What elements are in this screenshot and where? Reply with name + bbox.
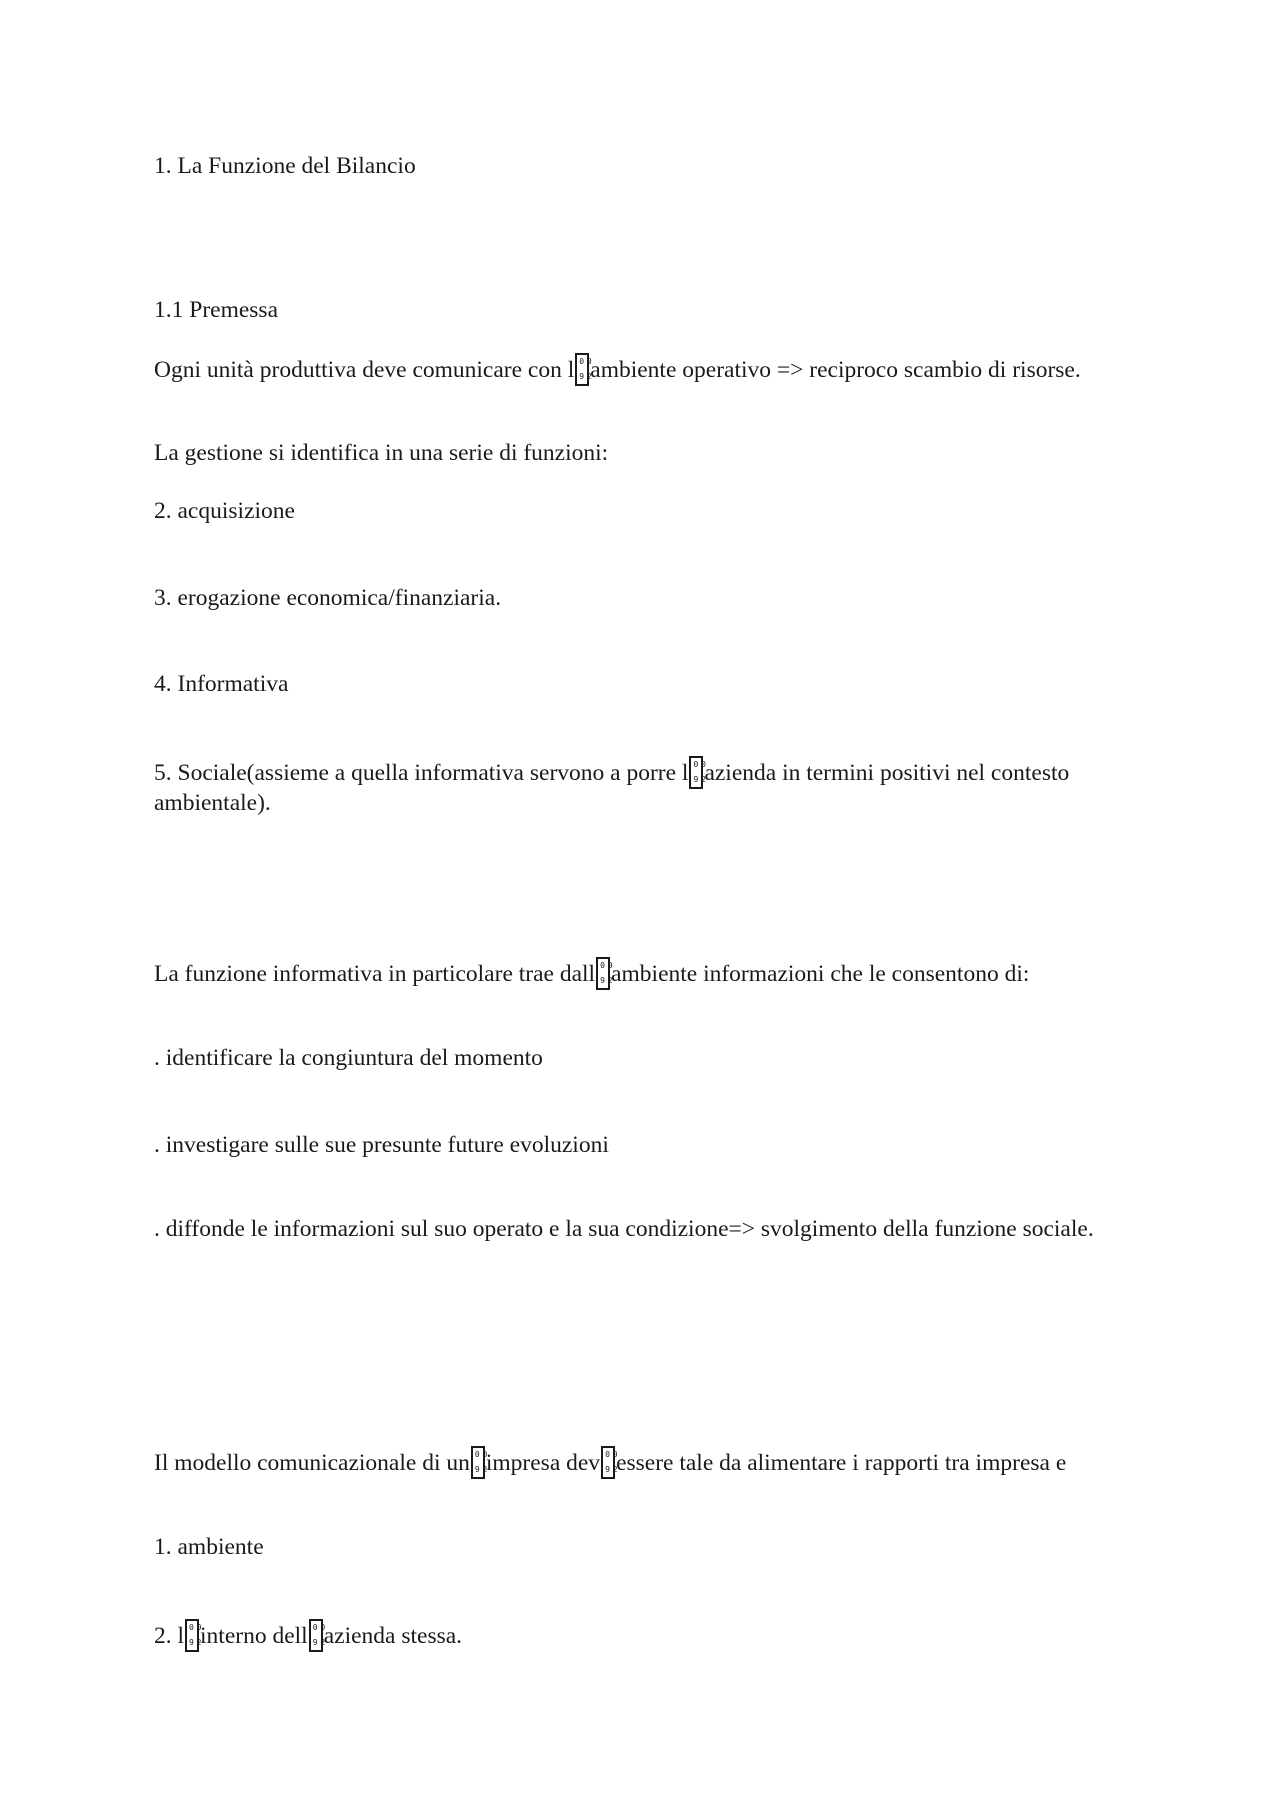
list-item-evoluzioni: . investigare sulle sue presunte future evoluzioni — [154, 1132, 609, 1158]
list-item-interno — [154, 1619, 1100, 1652]
modello-text-part2: impresa dev — [485, 1450, 601, 1476]
modello-text-part3: essere tale da alimentare i rapporti tra impresa e — [616, 1450, 1067, 1476]
list-item-congiuntura: . identificare la congiuntura del momento — [154, 1045, 543, 1071]
functions-intro: La gestione si identifica in una serie di funzioni: — [154, 440, 609, 466]
missing-glyph-icon — [596, 957, 610, 990]
document-title: 1. La Funzione del Bilancio — [154, 153, 416, 179]
intro-text-part1: Ogni unità produttiva deve comunicare con l — [154, 357, 575, 383]
section-heading: 1.1 Premessa — [154, 297, 279, 323]
list-item-sociale — [154, 756, 1100, 818]
interno-text-part3: azienda stessa. — [323, 1623, 463, 1649]
missing-glyph-icon — [185, 1619, 199, 1652]
list-item-acquisizione: 2. acquisizione — [154, 498, 295, 524]
intro-paragraph — [154, 353, 1100, 386]
modello-text-part1: Il modello comunicazionale di un — [154, 1450, 470, 1476]
modello-paragraph — [154, 1446, 1100, 1479]
intro-text-part2: ambiente operativo => reciproco scambio di risorse. — [590, 357, 1081, 383]
sociale-text-part1: 5. Sociale(assieme a quella informativa servono a porre l — [154, 760, 689, 786]
informativa-paragraph — [154, 957, 1100, 990]
list-item-ambiente: 1. ambiente — [154, 1534, 264, 1560]
informativa-text-part2: ambiente informazioni che le consentono di: — [611, 961, 1030, 987]
list-item-diffonde: . diffonde le informazioni sul suo operato e la sua condizione=> svolgimento della funzione sociale. — [154, 1216, 1094, 1242]
interno-text-part1: 2. l — [154, 1623, 185, 1649]
missing-glyph-icon — [471, 1446, 485, 1479]
missing-glyph-icon — [575, 353, 589, 386]
list-item-erogazione: 3. erogazione economica/finanziaria. — [154, 585, 502, 611]
missing-glyph-icon — [689, 756, 703, 789]
sociale-text-part2: azienda in termini positivi nel contesto ambientale). — [154, 760, 1070, 816]
interno-text-part2: interno dell — [200, 1623, 308, 1649]
missing-glyph-icon — [601, 1446, 615, 1479]
list-item-informativa: 4. Informativa — [154, 671, 289, 697]
informativa-text-part1: La funzione informativa in particolare trae dall — [154, 961, 596, 987]
missing-glyph-icon — [309, 1619, 323, 1652]
